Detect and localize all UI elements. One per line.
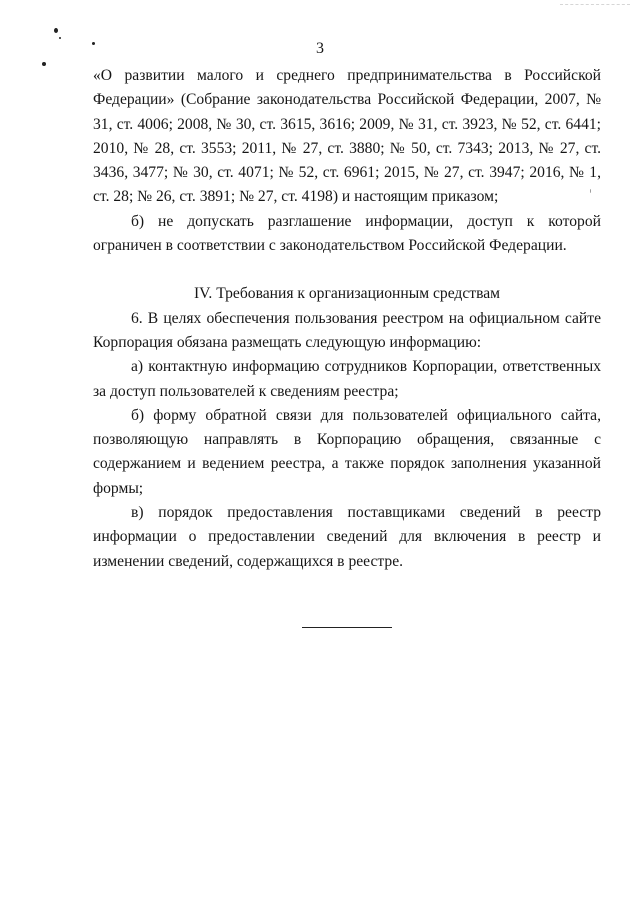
list-item-v-procedure: в) порядок предоставления поставщиками сведений в реестр информации о предоставлении сведений для включения в реестр и изменении сведений, содержащихся в реестре. [93, 504, 601, 570]
paragraph-6-intro: 6. В целях обеспечения пользования реестром на официальном сайте Корпорация обязана размещать следующую информацию: [93, 309, 601, 351]
scan-speck [42, 62, 46, 66]
end-of-document-rule [302, 627, 392, 628]
list-item-b-feedback-form: б) форму обратной связи для пользователей официального сайта, позволяющую направлять в Корпорацию обращения, связанные с содержанием и ведением реестра, а также порядок заполнения указанной формы; [93, 406, 601, 497]
document-body [93, 64, 601, 574]
paragraph-law-references: «О развитии малого и среднего предпринимательства в Российской Федерации» (Собрание законодательства Российской Федерации, 2007, № 31, ст. 4006; 2008, № 30, ст. 3615, 3616; 2009, № 31, ст. 3923, № 52, ст. 6441; 2010, № 28, ст. 3553; 2011, № 27, ст. 3880; № 50, ст. 7343; 2013, № 27, ст. 3436, 3477; № 30, ст. 4071; № 52, ст. 6961; 2015, № 27, ст. 3947; 2016, № 1, ст. 28; № 26, ст. 3891; № 27, ст. 4198) и настоящим приказом; [93, 67, 601, 206]
section-heading: IV. Требования к организационным средствам [193, 285, 501, 303]
paragraph-b-nondisclosure: б) не допускать разглашение информации, доступ к которой ограничен в соответствии с законодательством Российской Федерации. [93, 212, 601, 255]
scan-speck [59, 37, 61, 39]
scan-artifact-line [560, 4, 630, 5]
page-number: 3 [316, 40, 324, 57]
scan-speck [54, 28, 58, 33]
list-item-a-contacts: а) контактную информацию сотрудников Корпорации, ответственных за доступ пользователей к сведениям реестра; [93, 358, 601, 400]
